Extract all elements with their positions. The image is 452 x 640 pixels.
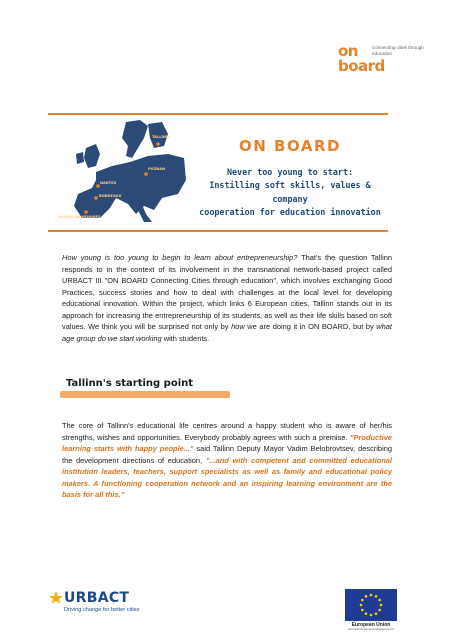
map-city-dot-bordeaux	[94, 196, 98, 200]
intro-text-2: we are doing it in ON BOARD, but by	[244, 322, 377, 331]
map-city-dot-tallinn	[156, 142, 160, 146]
eu-star	[361, 609, 364, 612]
map-city-dot-alcala	[84, 210, 88, 214]
logo-line1: on	[338, 42, 358, 60]
eu-label: European Union	[351, 622, 391, 628]
urbact-star-icon	[48, 590, 64, 606]
section-quote-1: "Productive learning starts with happy people..."	[62, 432, 392, 453]
urbact-logo	[48, 590, 158, 626]
section-heading: Tallinn's starting point	[66, 378, 194, 389]
banner-subtitle	[196, 166, 384, 220]
banner-top-rule	[48, 113, 388, 115]
map-label-bordeaux: BORDEAUX	[99, 194, 122, 198]
map-label-poznan: POZNAN	[148, 167, 166, 171]
section-text-1: The core of Tallinn's educational life centres around a happy student who is aware of her/his strengths, wishes and opportunities. Everybody probably agrees with such a premise.	[62, 421, 392, 442]
banner-subtitle-line3: cooperation for education innovation	[199, 207, 381, 218]
eu-star	[378, 609, 381, 612]
on-board-logo	[338, 44, 428, 80]
intro-paragraph	[62, 252, 392, 344]
urbact-wordmark: URBACT	[64, 590, 130, 606]
intro-text-1: That's the question Tallinn responds to in the context of its involvement in the transnational network-based project called URBACT III "ON BOARD Connecting Cities through education", which involves exchanging Good Practices, success stories and how to deal with challenges at the local level for developing educational innovation. Within the project, which links 6 European cities, Tallinn stands out in its approach for increasing the entrepreneurship of its students, as well as their life skills based on soft values. We think you will be surprised not only by	[62, 253, 393, 331]
banner-subtitle-line1: Never too young to start:	[226, 167, 354, 177]
eu-stars-icon	[345, 589, 397, 621]
section-heading-underline	[60, 391, 230, 398]
urbact-tagline: Driving change for better cities	[64, 607, 140, 613]
eu-star	[375, 595, 378, 598]
eu-star	[380, 604, 383, 607]
europe-map-icon	[56, 118, 190, 226]
eu-star	[365, 595, 368, 598]
map-city-dot-poznan	[144, 172, 148, 176]
eu-star	[370, 594, 373, 597]
logo-line2: board	[338, 57, 385, 75]
intro-text-3: with students.	[161, 333, 210, 343]
eu-fund-label: European Regional Development Fund	[348, 628, 394, 631]
map-label-nantes: NANTES	[100, 181, 117, 185]
eu-star	[378, 599, 381, 602]
banner-title: ON BOARD	[239, 137, 341, 155]
eu-star	[361, 599, 364, 602]
intro-age-group: what age group do we start working	[62, 322, 392, 343]
banner-bottom-rule	[48, 230, 388, 232]
eu-star	[365, 612, 368, 615]
eu-star	[375, 612, 378, 615]
map-label-tallinn: TALLINN	[152, 135, 169, 139]
eu-star	[360, 604, 363, 607]
eu-star	[370, 614, 373, 617]
logo-tagline: Connecting cities through education	[372, 45, 424, 56]
eu-logo	[345, 589, 397, 635]
eu-flag	[345, 589, 397, 621]
intro-how: how	[231, 322, 245, 331]
section-paragraph	[62, 420, 392, 501]
section-quote-2: "...and with competent and committed educational institution leaders, teachers, support specialists as well as family and educational policy makers. A functioning cooperation network and an inspiring learning environment are the basis for all this."	[62, 455, 392, 499]
map-label-alcala: ALCALA DE HENARES	[58, 215, 101, 219]
banner-subtitle-line2: Instilling soft skills, values & company	[209, 180, 371, 204]
section-text-2: said Tallinn Deputy Mayor Vadim Belobrovtsev, describing the development directions of education,	[62, 444, 392, 465]
intro-question: How young is too young to begin to learn about entrepreneurship?	[62, 253, 298, 262]
